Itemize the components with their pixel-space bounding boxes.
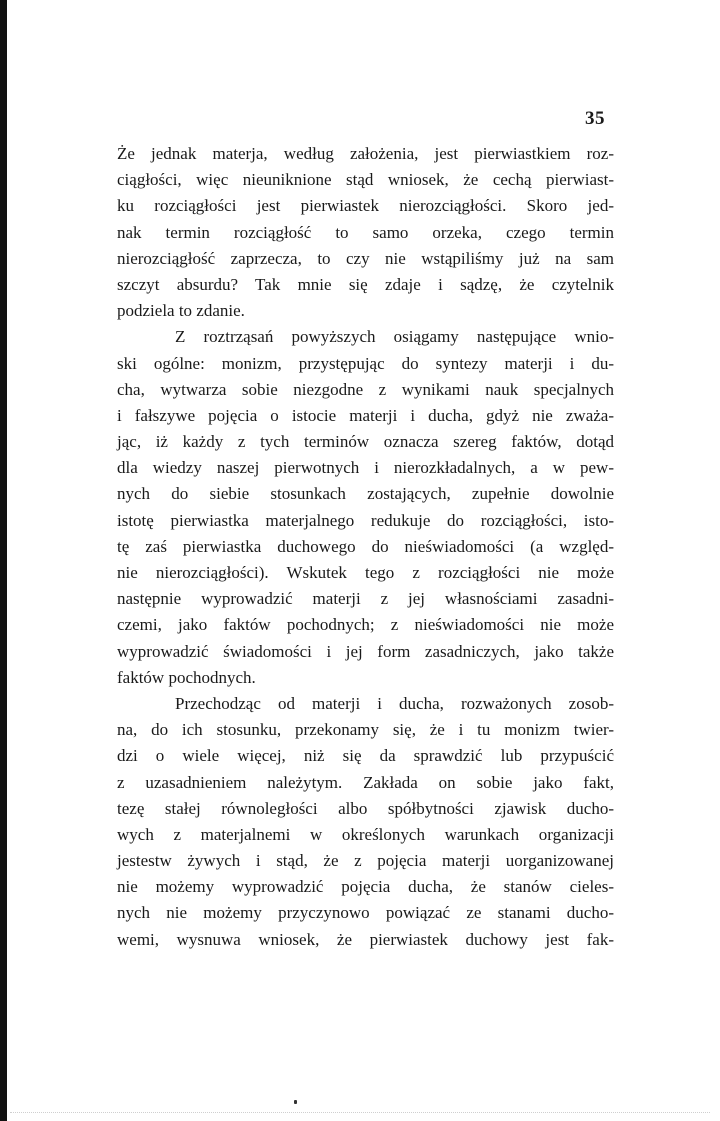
text-line: nie możemy wyprowadzić pojęcia ducha, że stanów cieles- [117, 877, 614, 897]
text-line: z uzasadnieniem należytym. Zakłada on sobie jako fakt, [117, 772, 614, 792]
text-line: Z roztrząsań powyższych osiągamy następujące wnio- [175, 327, 614, 347]
text-line: podziela to zdanie. [117, 301, 245, 321]
text-line: nierozciągłość zaprzecza, to czy nie wstąpiliśmy już na sam [117, 248, 614, 268]
text-line: istotę pierwiastka materjalnego redukuje do rozciągłości, isto- [117, 510, 614, 530]
text-line: jąc, iż każdy z tych terminów oznacza szereg faktów, dotąd [117, 432, 614, 452]
text-line: wyprowadzić świadomości i jej form zasadniczych, jako także [117, 641, 614, 661]
text-line: na, do ich stosunku, przekonamy się, że i tu monizm twier- [117, 720, 614, 740]
text-line: ku rozciągłości jest pierwiastek nierozciągłości. Skoro jed- [117, 196, 614, 216]
text-line: ciągłości, więc nieuniknione stąd wniosek, że cechą pierwiast- [117, 170, 614, 190]
scan-bottom-noise [10, 1112, 710, 1114]
scan-edge [0, 0, 7, 1121]
text-line: Że jednak materja, według założenia, jest pierwiastkiem roz- [117, 144, 614, 163]
text-line: Przechodząc od materji i ducha, rozważonych zosob- [175, 693, 614, 713]
ink-speck [294, 1100, 297, 1104]
text-line: i fałszywe pojęcia o istocie materji i ducha, gdyż nie zważa- [117, 405, 614, 425]
text-line: nak termin rozciągłość to samo orzeka, czego termin [117, 222, 614, 242]
text-line: wemi, wysnuwa wniosek, że pierwiastek duchowy jest fak- [117, 929, 614, 949]
text-line: jestestw żywych i stąd, że z pojęcia materji uorganizowanej [117, 851, 614, 871]
text-line: dzi o wiele więcej, niż się da sprawdzić lub przypuścić [117, 746, 614, 766]
text-line: ski ogólne: monizm, przystępując do syntezy materji i du- [117, 353, 614, 373]
text-line: tę zaś pierwiastka duchowego do nieświadomości (a względ- [117, 536, 614, 556]
text-line: dla wiedzy naszej pierwotnych i nierozkładalnych, a w pew- [117, 458, 614, 478]
text-line: następnie wyprowadzić materji z jej własnościami zasadni- [117, 589, 614, 609]
text-line: nie nierozciągłości). Wskutek tego z rozciągłości nie może [117, 563, 614, 582]
text-line: faktów pochodnych. [117, 667, 256, 687]
text-line: nych nie możemy przyczynowo powiązać ze stanami ducho- [117, 903, 614, 923]
body-text [117, 141, 614, 953]
text-line: czemi, jako faktów pochodnych; z nieświadomości nie może [117, 615, 614, 635]
text-line: szczyt absurdu? Tak mnie się zdaje i sądzę, że czytelnik [117, 274, 614, 294]
text-line: cha, wytwarza sobie niezgodne z wynikami nauk specjalnych [117, 379, 614, 399]
page-number: 35 [585, 108, 605, 129]
text-line: tezę stałej równoległości albo spółbytności zjawisk ducho- [117, 798, 614, 818]
text-line: nych do siebie stosunkach zostających, zupełnie dowolnie [117, 484, 614, 504]
text-line: wych z materjalnemi w określonych warunkach organizacji [117, 824, 614, 844]
